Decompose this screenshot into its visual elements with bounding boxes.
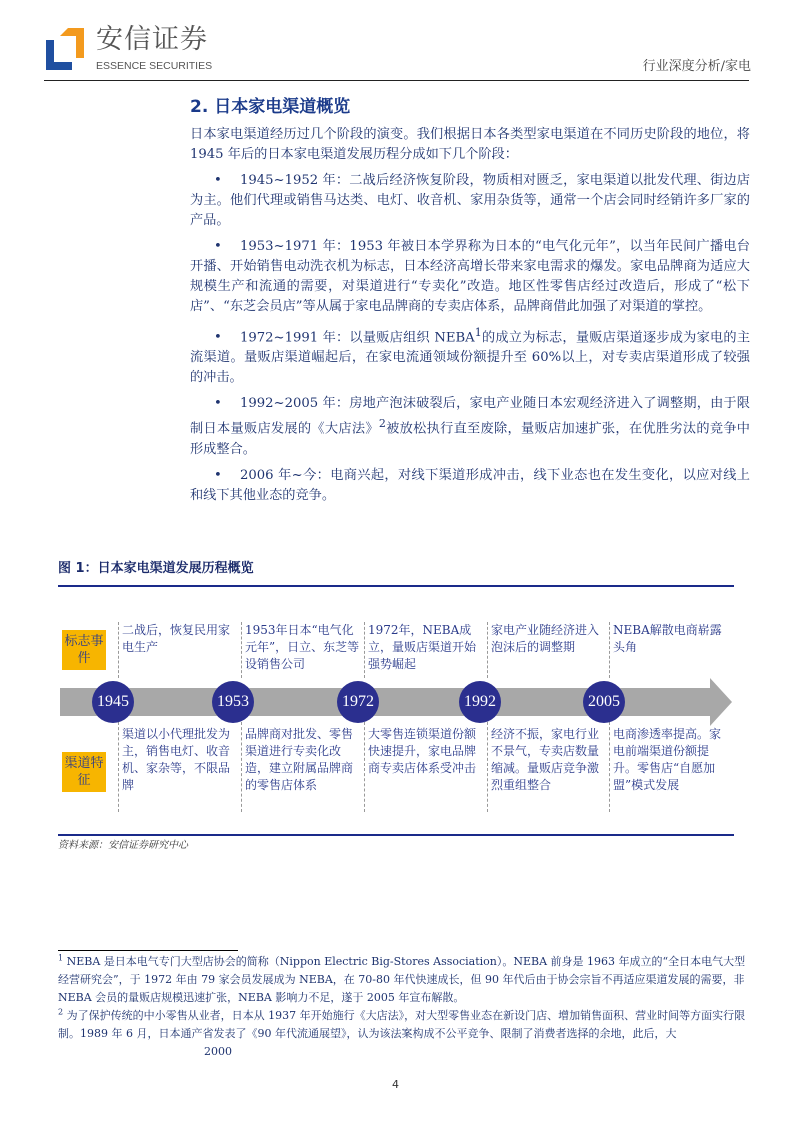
timeline-connector: [609, 622, 610, 678]
bullet-text-cont: 被放松执行直至废除，量贩店加速扩张，在优胜劣汰的竞争中形成整合。: [190, 421, 750, 457]
timeline-event: 1953年日本“电气化元年”，日立、东芝等设销售公司: [245, 623, 360, 671]
timeline-event: 家电产业随经济进入泡沫后的调整期: [491, 623, 600, 654]
timeline-connector: [118, 622, 119, 678]
timeline-event: NEBA解散电商崭露头角: [613, 623, 722, 654]
timeline-feature: 渠道以小代理批发为主，销售电灯、收音机、家杂等，不限品牌: [122, 727, 231, 792]
timeline-year-marker: 1992: [459, 681, 501, 723]
figure-bottom-rule: [58, 834, 734, 836]
timeline-connector: [241, 722, 242, 812]
header-divider: [44, 80, 749, 81]
footnote-2: [58, 1007, 748, 1043]
bullet-text: 1992~2005 年：房地产泡沫破裂后，家电产业随日本宏观经济进入了调整期，由于限制日本量贩店发展的《大店法》: [190, 396, 750, 437]
logo-text-en: ESSENCE SECURITIES: [96, 60, 213, 72]
bullet-text: 2006 年~今：电商兴起，对线下渠道形成冲击，线下业态也在发生变化，以应对线上和线下其他业态的竞争。: [190, 467, 750, 503]
tag-channel: 渠道特征: [62, 752, 106, 792]
timeline-connector: [241, 622, 242, 678]
footnotes: [58, 953, 748, 1061]
bullet-item: [190, 323, 750, 388]
footnote-text: 为了保护传统的中小零售从业者，日本从 1937 年开始施行《大店法》，对大型零售业态在新设门店、增加销售面积、营业时间等方面实行限制。1989 年 6 月，日本通产省发表了《90 年代流通展望》，认为该法案构成不公平竞争、限制了消费者选择的余地，此后，大: [58, 1009, 746, 1040]
bullet-text: 1945~1952 年：二战后经济恢复阶段，物质相对匮乏，家电渠道以批发代理、街边店为主。他们代理或销售马达类、电灯、收音机、家用杂货等，通常一个店会同时经销许多厂家的产品。: [190, 173, 750, 228]
tag-events: 标志事件: [62, 630, 106, 670]
bullet-item: [190, 466, 750, 506]
bullet-text-cont: 的成立为标志，量贩店渠道逐步成为家电的主流渠道。量贩店渠道崛起后，在家电流通领域份额提升至 60%以上，对专卖店渠道形成了较强的冲击。: [190, 330, 751, 386]
timeline-feature: 品牌商对批发、零售渠道进行专卖化改造，建立附属品牌商的零售店体系: [245, 727, 354, 792]
timeline-year-marker: 2005: [583, 681, 625, 723]
logo-text-cn: 安信证券: [96, 24, 208, 55]
footnote-ref[interactable]: 2: [378, 417, 386, 431]
timeline-connector: [487, 722, 488, 812]
section-title: 2. 日本家电渠道概览: [190, 97, 351, 117]
report-category: 行业深度分析/家电: [642, 59, 751, 74]
timeline-year-marker: 1953: [212, 681, 254, 723]
bullet-icon: •: [214, 173, 222, 188]
figure-top-rule: [58, 585, 734, 587]
body-text: [190, 125, 750, 512]
bullet-icon: •: [214, 239, 222, 254]
bullet-text: 1953~1971 年：1953 年被日本学界称为日本的“电气化元年”，以当年民间广播电台开播、开始销售电动洗衣机为标志，日本经济高增长带来家电需求的爆发。家电品牌商为适应大规模生产和流通的需要，对渠道进行“专卖化”改造。地区性零售店经过改造后，形成了“松下店”、“东芝会员店”等从属于家电品牌商的专卖店体系，品牌商借此加强了对渠道的掌控。: [190, 239, 750, 314]
timeline-feature: 大零售连锁渠道份额快速提升，家电品牌商专卖店体系受冲击: [368, 727, 477, 775]
timeline-connector: [609, 722, 610, 812]
timeline-feature: 经济不振，家电行业不景气，专卖店数量缩减。量贩店竞争激烈重组整合: [491, 727, 600, 792]
footnote-continuation: 2000: [204, 1045, 232, 1058]
bullet-icon: •: [214, 330, 222, 346]
bullet-icon: •: [214, 467, 222, 483]
timeline-connector: [364, 722, 365, 812]
footnote-text: NEBA 是日本电气专门大型店协会的简称（Nippon Electric Big-Stores Association）。NEBA 前身是 1963 年成立的“全日本电气大型经营研究会”，于 1972 年由 79 家会员发展成为 NEBA，在 70-80 年代快速成长，但 90 年代后由于协会宗旨不再适应渠道发展的需要，非 NEBA 会员的量贩店规模迅速扩张，NEBA 影响力不足，遂于 2005 年宣布解散。: [58, 955, 746, 1004]
figure-source: 资料来源：安信证券研究中心: [58, 840, 188, 851]
timeline-event: 1972年，NEBA成立，量贩店渠道开始强势崛起: [368, 623, 477, 671]
bullet-text: 1972~1991 年：以量贩店组织 NEBA: [240, 330, 475, 346]
timeline-feature: 电商渗透率提高。家电前端渠道份额提升。零售店“自愿加盟”模式发展: [613, 727, 722, 792]
bullet-item: [190, 171, 750, 231]
timeline-connector: [487, 622, 488, 678]
footnote-divider: [58, 950, 238, 951]
footnote-1: [58, 953, 748, 1007]
timeline-connector: [118, 722, 119, 812]
page-number: 4: [392, 1078, 399, 1091]
timeline-arrow: [60, 678, 735, 726]
bullet-item: [190, 394, 750, 459]
timeline-year-marker: 1972: [337, 681, 379, 723]
timeline-event: 二战后，恢复民用家电生产: [122, 623, 231, 654]
footnote-ref[interactable]: 1: [474, 326, 482, 339]
footnote-number: 1: [58, 953, 64, 963]
figure-title: 图 1：日本家电渠道发展历程概览: [58, 561, 254, 576]
bullet-item: [190, 237, 750, 317]
logo-icon: [46, 28, 84, 70]
timeline-connector: [364, 622, 365, 678]
bullet-icon: •: [214, 396, 222, 412]
intro-paragraph: 日本家电渠道经历过几个阶段的演变。我们根据日本各类型家电渠道在不同历史阶段的地位，将 1945 年后的日本家电渠道发展历程分成如下几个阶段：: [190, 127, 750, 162]
timeline-year-marker: 1945: [92, 681, 134, 723]
footnote-number: 2: [58, 1007, 64, 1017]
